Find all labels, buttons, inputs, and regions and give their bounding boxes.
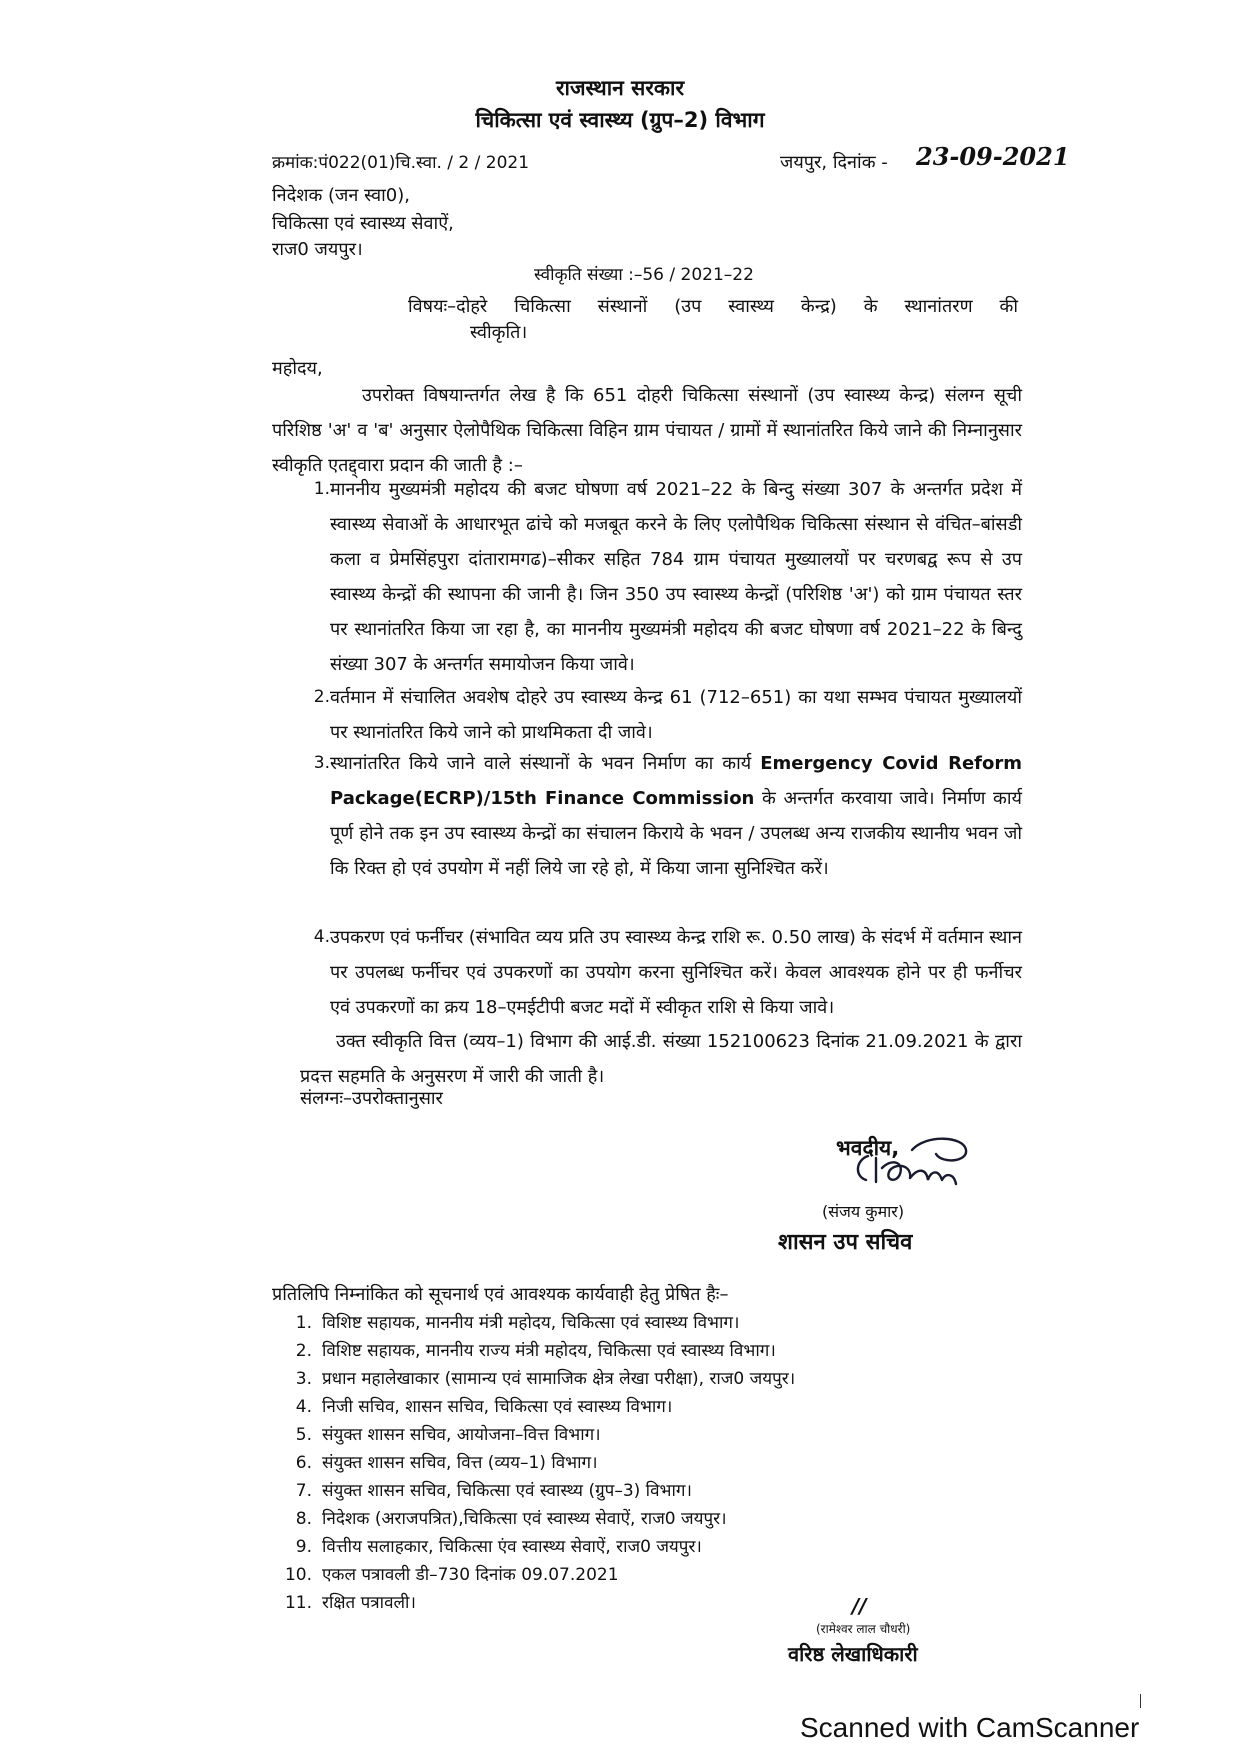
copy-item: 7. संयुक्त शासन सचिव, चिकित्सा एवं स्वास्थ्य (ग्रुप–3) विभाग।	[295, 1481, 692, 1501]
point-3-text	[330, 746, 1022, 886]
subject-line-2: स्वीकृति।	[470, 322, 528, 343]
department-title: चिकित्सा एवं स्वास्थ्य (ग्रुप–2) विभाग	[475, 108, 765, 132]
enclosure: संलग्नः–उपरोक्तानुसार	[300, 1088, 443, 1109]
officer-name: (रामेश्वर लाल चौधरी)	[816, 1622, 911, 1636]
signatory-designation: शासन उप सचिव	[778, 1230, 913, 1255]
point-3-text-a: स्थानांतरित किये जाने वाले संस्थानों के भवन निर्माण का कार्य	[330, 753, 752, 774]
reference-number: क्रमांक:पं022(01)चि.स्वा. / 2 / 2021	[272, 153, 530, 173]
copy-item: 11. रक्षित पत्रावली।	[284, 1593, 416, 1613]
point-3-text-bold: Emergency Covid Reform Package(ECRP)/15th Finance Commission	[330, 753, 1022, 809]
point-1-text: माननीय मुख्यमंत्री महोदय की बजट घोषणा वर्ष 2021–22 के बिन्दु संख्या 307 के अन्तर्गत प्रदेश में स्वास्थ्य सेवाओं के आधारभूत ढांचे को मजबूत करने के लिए एलोपैथिक चिकित्सा संस्थान से वंचित–बांसडी कला व प्रेमसिंहपुरा दांतारामगढ)–सीकर सहित 784 ग्राम पंचायत मुख्यालयों पर चरणबद्व रूप से उप स्वास्थ्य केन्द्रों की स्थापना की जानी है। जिन 350 उप स्वास्थ्य केन्द्रों (परिशिष्ठ 'अ') को ग्राम पंचायत स्तर पर स्थानांतरित किया जा रहा है, का माननीय मुख्यमंत्री महोदय की बजट घोषणा वर्ष 2021–22 के बिन्दु संख्या 307 के अन्तर्गत समायोजन किया जावे।	[330, 479, 1022, 675]
point-4-number: 4.	[313, 927, 330, 947]
salutation: महोदय,	[272, 358, 323, 379]
subject-line-1: विषयः–दोहरे चिकित्सा संस्थानों (उप स्वास्थ्य केन्द्र) के स्थानांतरण की	[408, 296, 1018, 317]
signatory-name: (संजय कुमार)	[822, 1202, 905, 1221]
point-4-text: उपकरण एवं फर्नीचर (संभावित व्यय प्रति उप स्वास्थ्य केन्द्र राशि रू. 0.50 लाख) के संदर्भ में वर्तमान स्थान पर उपलब्ध फर्नीचर एवं उपकरणों का उपयोग करना सुनिश्चित करें। केवल आवश्यक होने पर ही फर्नीचर एवं उपकरणों का क्रय 18–एमईटीपी बजट मदों में स्वीकृत राशि से किया जावे।	[330, 927, 1022, 1018]
intro-paragraph: उपरोक्त विषयान्तर्गत लेख है कि 651 दोहरी चिकित्सा संस्थानों (उप स्वास्थ्य केन्द्र) संलग्न सूची परिशिष्ठ 'अ' व 'ब' अनुसार ऐलोपैथिक चिकित्सा विहिन ग्राम पंचायत / ग्रामों में स्थानांतरित किये जाने की निम्नानुसार स्वीकृति एतद्द्वारा प्रदान की जाती है :–	[272, 385, 1022, 476]
point-1-number: 1.	[313, 479, 330, 499]
point-2-text: वर्तमान में संचालित अवशेष दोहरे उप स्वास्थ्य केन्द्र 61 (712–651) का यथा सम्भव पंचायत मुख्यालयों पर स्थानांतरित किये जाने को प्राथमिकता दी जावे।	[330, 687, 1022, 743]
copy-item: 2. विशिष्ट सहायक, माननीय राज्य मंत्री महोदय, चिकित्सा एवं स्वास्थ्य विभाग।	[295, 1341, 776, 1361]
copy-item: 8. निदेशक (अराजपत्रित),चिकित्सा एवं स्वास्थ्य सेवाऐं, राज0 जयपुर।	[295, 1509, 727, 1529]
point-2-number: 2.	[313, 687, 330, 707]
officer-designation: वरिष्ठ लेखाधिकारी	[788, 1642, 918, 1666]
copy-item: 1. विशिष्ट सहायक, माननीय मंत्री महोदय, चिकित्सा एवं स्वास्थ्य विभाग।	[295, 1313, 740, 1333]
copy-item: 9. वित्तीय सलाहकार, चिकित्सा एंव स्वास्थ्य सेवाऐं, राज0 जयपुर।	[295, 1537, 702, 1557]
copy-item: 4. निजी सचिव, शासन सचिव, चिकित्सा एवं स्वास्थ्य विभाग।	[295, 1397, 673, 1417]
point-3-number: 3.	[313, 753, 330, 773]
signature-scribble-icon	[846, 1128, 978, 1198]
camscanner-footer: Scanned with CamScanner	[800, 1712, 1140, 1743]
yours-faithfully: भवदीय,	[836, 1136, 900, 1160]
copy-to-heading: प्रतिलिपि निम्नांकित को सूचनार्थ एवं आवश्यक कार्यवाही हेतु प्रेषित हैः–	[272, 1284, 729, 1305]
place-date-label: जयपुर, दिनांक -	[780, 152, 888, 173]
addressee-line-2: चिकित्सा एवं स्वास्थ्य सेवाऐं,	[272, 213, 454, 234]
point-3-text-b: के अन्तर्गत करवाया जावे। निर्माण कार्य पूर्ण होने तक इन उप स्वास्थ्य केन्द्रों का संचालन किराये के भवन / उपलब्ध अन्य राजकीय स्थानीय भवन जो कि रिक्त हो एवं उपयोग में नहीं लिये जा रहे हो, में किया जाना सुनिश्चित करें।	[330, 788, 1022, 879]
addressee-line-1: निदेशक (जन स्वा0),	[272, 185, 410, 206]
copy-item: 10. एकल पत्रावली डी–730 दिनांक 09.07.2021	[284, 1565, 619, 1585]
copy-item: 3. प्रधान महालेखाकार (सामान्य एवं सामाजिक क्षेत्र लेखा परीक्षा), राज0 जयपुर।	[295, 1369, 796, 1389]
officer-initial-mark: //	[852, 1594, 867, 1618]
copy-item: 5. संयुक्त शासन सचिव, आयोजना–वित्त विभाग।	[295, 1425, 601, 1445]
government-title: राजस्थान सरकार	[555, 76, 685, 100]
copy-item: 6. संयुक्त शासन सचिव, वित्त (व्यय–1) विभाग।	[295, 1453, 598, 1473]
footer-divider	[1140, 1694, 1141, 1708]
addressee-line-3: राज0 जयपुर।	[272, 239, 363, 260]
sanction-number: स्वीकृति संख्या :–56 / 2021–22	[534, 265, 754, 285]
handwritten-date: 23-09-2021	[916, 142, 1070, 171]
closing-paragraph: उक्त स्वीकृति वित्त (व्यय–1) विभाग की आई.डी. संख्या 152100623 दिनांक 21.09.2021 के द्वारा प्रदत्त सहमति के अनुसरण में जारी की जाती है।	[300, 1031, 1022, 1087]
